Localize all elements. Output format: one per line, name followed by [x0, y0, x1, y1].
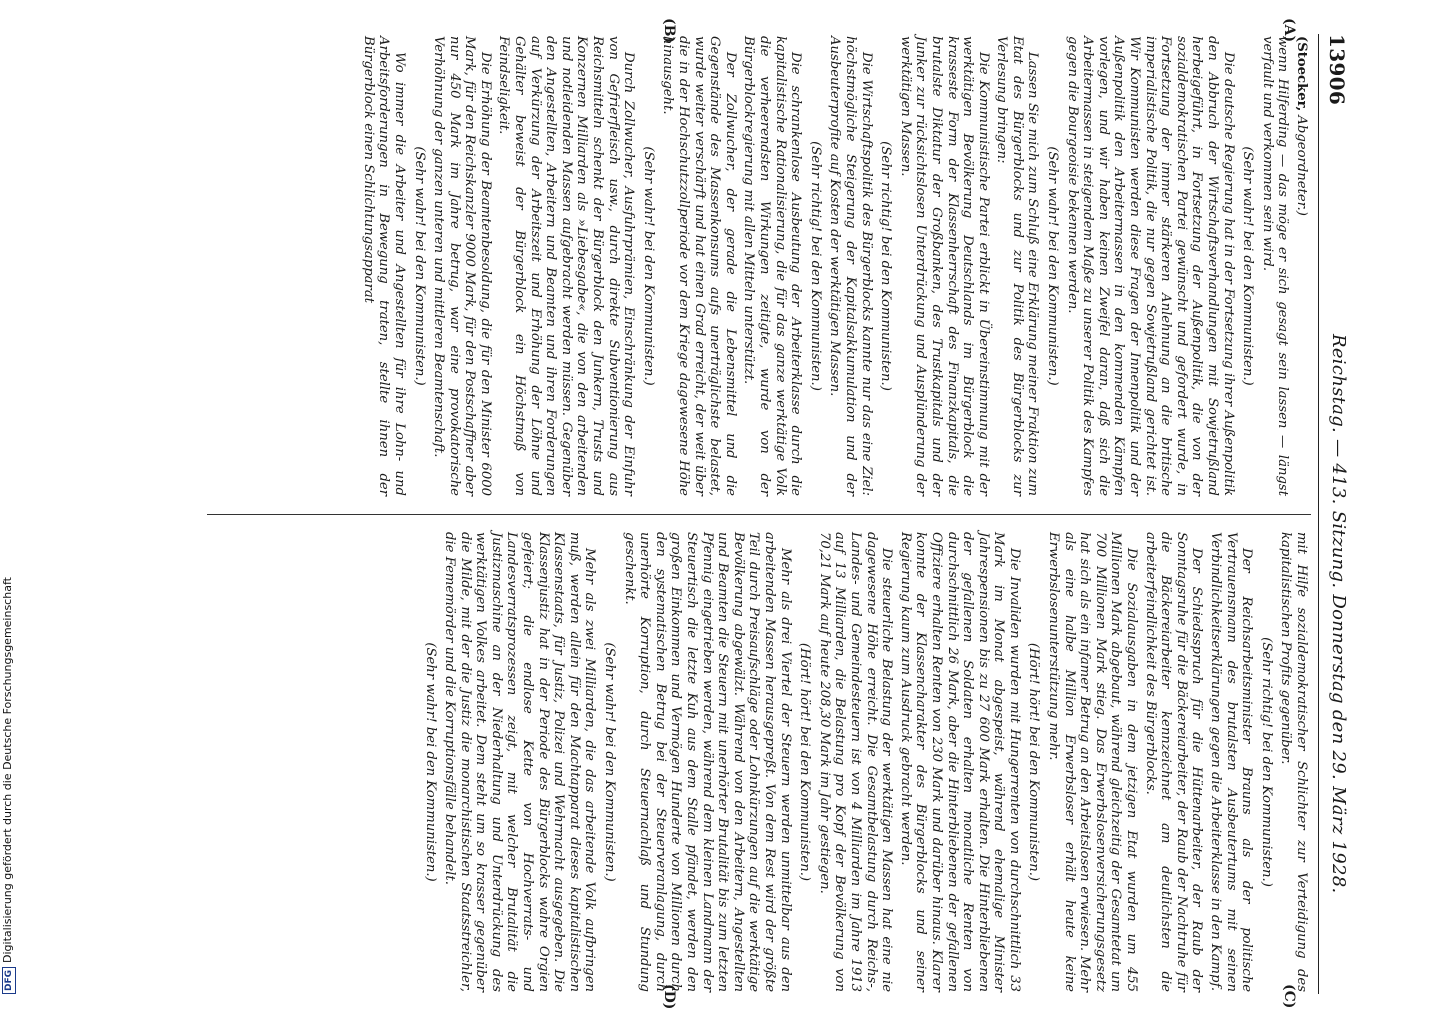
- paragraph: Die Invaliden wurden mit Hungerrenten von durchschnittlich 33 Mark im Monat abgespeist, während ehemalige Minister Jahrespensionen bis zu 27 600 Mark erhalten. Die Hinterbliebenen der gefallenen Soldaten erhalten monatliche Renten von durchschnittlich 26 Mark, aber die Hinterbliebenen der gefallenen Offiziere erhalten Renten von 230 Mark und darüber hinaus. Klarer konnte der Klassencharakter des Bürgerblocks und seiner Regierung kaum zum Ausdruck gebracht werden.: [897, 532, 1022, 992]
- interjection: (Sehr wahr! bei den Kommunisten.): [1240, 146, 1256, 386]
- paragraph: Lassen Sie mich zum Schluß eine Erklärung meiner Fraktion zum Etat des Bürgerblocks und zur Politik des Bürgerblocks zur Verlesung bringen:: [994, 36, 1041, 496]
- digitization-credit-text: Digitalisierung gefördert durch die Deutsche Forschungsgemeinschaft: [1, 577, 14, 963]
- paragraph: Mehr als drei Viertel der Steuern werden unmittelbar aus den arbeitenden Massen herausgepreßt. Von dem Rest wird der größte Teil durch Preisaufschläge oder Lohnkürzungen auf die werktätige Bevölkerung abgewälzt. Während von den Arbeitern, Angestellten und Beamten die Steuern mit unerhörter Brutalität bis zum letzten Pfennig eingetrieben werden, während dem kleinen Landmann der Steuertisch die letzte Kuh aus dem Stalle pfändet, werden den großen Einkommen und Vermögen Hunderte von Millionen durch den systematischen Betrug bei der Steuerveranlagung, durch unerhörte Korruption, durch Steuernachlaß und Stundung geschenkt.: [621, 532, 793, 992]
- paragraph: Die Erhöhung der Beamtenbesoldung, die für den Minister 6000 Mark, für den Reichskanzler 9000 Mark, für den Postschaffner aber nur 450 Mark im Jahre betrug, war eine provokatorische Verhöhnung der ganzen unteren und mittleren Beamtenschaft.: [431, 36, 493, 496]
- interjection: (Sehr wahr! bei den Kommunisten.): [1045, 146, 1061, 386]
- margin-letter-c: (C): [1281, 984, 1297, 1009]
- speaker-name: (Stoecker,: [1294, 36, 1309, 112]
- margin-letter-b: (B): [661, 18, 677, 44]
- interjection: (Sehr richtig! bei den Kommunisten.): [878, 141, 894, 391]
- paragraph: Wo immer die Arbeiter und Angestellten für ihre Lohn- und Arbeitsforderungen in Bewegung traten, stellte ihnen der Bürgerblock einen Schlichtungsapparat: [360, 36, 407, 496]
- paragraph: Mehr als zwei Milliarden, die das arbeitende Volk aufbringen muß, werden allein für den Machtapparat dieses kapitalistischen Klassenstaats, für Justiz, Polizei und Wehrmacht ausgegeben. Die Klassenjustiz hat in der Periode des Bürgerblocks wahre Orgien gefeiert; die endlose Kette von Hochverrats- und Landesverratsprozessen zeigt, mit welcher Brutalität die Justizmaschine an der Niederhaltung und Unterdrückung des werktätigen Volkes arbeitet. Dem steht um so krasser gegenüber die Milde, mit der die Justiz die monarchistischen Staatsstreichler, die Fememörder und die Korruptionsfälle behandelt.: [442, 532, 598, 992]
- right-column: [57, 532, 1309, 992]
- dfg-logo: DFG: [2, 967, 16, 994]
- paragraph: Die deutsche Regierung hat in der Fortsetzung ihrer Außenpolitik den Abbruch der Wirtschaftsverhandlungen mit Sowjetrußland herbeigeführt, in Fortsetzung der Außenpolitik, die von der sozialdemokratischen Partei gewünscht und gefordert wurde, in Fortsetzung der immer stärkeren Anlehnung an die britische imperialistische Politik, die nur gegen Sowjetrußland gerichtet ist. Wir Kommunisten werden diese Fragen der Innenpolitik und der Außenpolitik den Arbeitermassen in den kommenden Kämpfen vorlegen, und wir haben keinen Zweifel daran, daß sich die Arbeitermassen in steigendem Maße zu unserer Politik des Kampfes gegen die Bourgeoisie bekennen werden.: [1064, 36, 1236, 496]
- interjection: (Sehr wahr! bei den Kommunisten.): [602, 642, 618, 882]
- left-column: [57, 36, 1309, 496]
- speaker-line: [1293, 36, 1309, 496]
- interjection: (Sehr richtig! bei den Kommunisten.): [1258, 637, 1274, 887]
- interjection: (Hört! hört! bei den Kommunisten.): [1026, 642, 1042, 882]
- interjection: (Sehr wahr! bei den Kommunisten.): [640, 146, 656, 386]
- paragraph: wenn Hilferding — das möge er sich gesagt sein lassen — längst verfault und verkommen sein wird.: [1259, 36, 1291, 496]
- paragraph: Die steuerliche Belastung der werktätigen Massen hat eine nie dagewesene Höhe erreicht. Die Gesamtbelastung durch Reichs-, Landes- und Gemeindesteuern ist von 4 Milliarden im Jahre 1913 auf 13 Milliarden, die Belastung pro Kopf der Bevölkerung von 70,21 Mark auf heute 208,30 Mark im Jahr gestiegen.: [816, 532, 895, 992]
- paragraph: Die Kommunistische Partei erblickt in Übereinstimmung mit der werktätigen Bevölkerung Deutschlands im Bürgerblock die krasseste Form der Klassenherrschaft des Finanzkapitals, die brutalste Diktatur der Großbanken, des Trustkapitals und der Junker zur rücksichtslosen Unterdrückung und Ausplünderung der werktätigen Massen.: [897, 36, 991, 496]
- page-title: Reichstag. — 413. Sitzung. Donnerstag den 29. März 1928.: [1328, 334, 1349, 894]
- interjection: (Sehr wahr! bei den Kommunisten.): [422, 642, 438, 882]
- header-rule: [1318, 34, 1319, 994]
- paragraph: Der Schiedsspruch für die Hüttenarbeiter, der Raub der Sonntagsruhe für die Bäckereiarbeiter, der Raub der Nachtruhe für die Bäckereiarbeiter kennzeichnet am deutlichsten die arbeiterfeindlichkeit des Bürgerblocks.: [1142, 532, 1205, 992]
- interjection: (Hört! hört! bei den Kommunisten.): [797, 642, 813, 882]
- page-number: 13906: [1325, 34, 1349, 106]
- paragraph: Die Sozialausgaben in dem jetzigen Etat wurden um 455 Millionen Mark abgebaut, während gleichzeitig der Gesamtetat um 700 Millionen Mark stieg. Das Erwerbslosenversicherungsgesetz hat sich als ein infamer Betrug an den Arbeitslosen erwiesen. Mehr als eine halbe Million Erwerbsloser erhält heute keine Erwerbslosenunterstützung mehr.: [1046, 532, 1140, 992]
- paragraph: Die schrankenlose Ausbeutung der Arbeiterklasse durch die kapitalistische Rationalisierung, die für das ganze werktätige Volk die verheerendsten Wirkungen zeitigte, wurde von der Bürgerblockregierung mit allen Mitteln unterstützt.: [741, 36, 804, 496]
- interjection: (Sehr wahr! bei den Kommunisten.): [411, 146, 427, 386]
- interjection: (Sehr richtig! bei den Kommunisten.): [807, 141, 823, 391]
- digitization-credit: [1, 574, 16, 994]
- paragraph: mit Hilfe sozialdemokratischer Schlichter zur Verteidigung des kapitalistischen Profits gegenüber.: [1278, 532, 1309, 992]
- document-page: [47, 14, 1367, 1014]
- margin-letter-d: (D): [661, 984, 677, 1010]
- paragraph: Der Reichsarbeitsminister Brauns als der politische Vertrauensmann des brutalsten Ausbeutertums mit seinen Verbindlichkeitserklärungen gegen die Arbeiterklasse in den Kampf.: [1208, 532, 1255, 992]
- paragraph: Durch Zollwucher, Ausfuhrprämien, Einschränkung der Einfuhr von Gefrierfleisch usw., durch direkte Subventionierung aus Reichsmitteln schenkt der Bürgerblock den Junkern, Trusts und Konzernen Milliarden als »Liebesgabe«, die von den arbeitenden und notleidenden Massen aufgebracht werden müssen. Gegenüber den Angestellten, Arbeitern und Beamten und ihren Forderungen auf Verkürzung der Arbeitszeit und Erhöhung der Löhne und Gehälter beweist der Bürgerblock ein Höchstmaß von Feindseligkeit.: [496, 36, 637, 496]
- column-divider: [207, 514, 1311, 515]
- margin-letter-a: (A): [1281, 18, 1297, 43]
- page-header: [1315, 34, 1355, 994]
- paragraph: Die Wirtschaftspolitik des Bürgerblocks kannte nur das eine Ziel: höchstmögliche Steigerung der Kapitalsakkumulation und der Ausbeuterprofite auf Kosten der werktätigen Massen.: [827, 36, 874, 496]
- paragraph: Der Zollwucher, der gerade die Lebensmittel und die Gegenstände des Massenkonsums aufs unerträglichste belastet, wurde weiter verschärft und hat einen Grad erreicht, der weit über die in der Hochschutzzollperiode vor dem Kriege dagewesene Höhe hinausgeht.: [660, 36, 738, 496]
- speaker-role: Abgeordneter.): [1294, 115, 1309, 216]
